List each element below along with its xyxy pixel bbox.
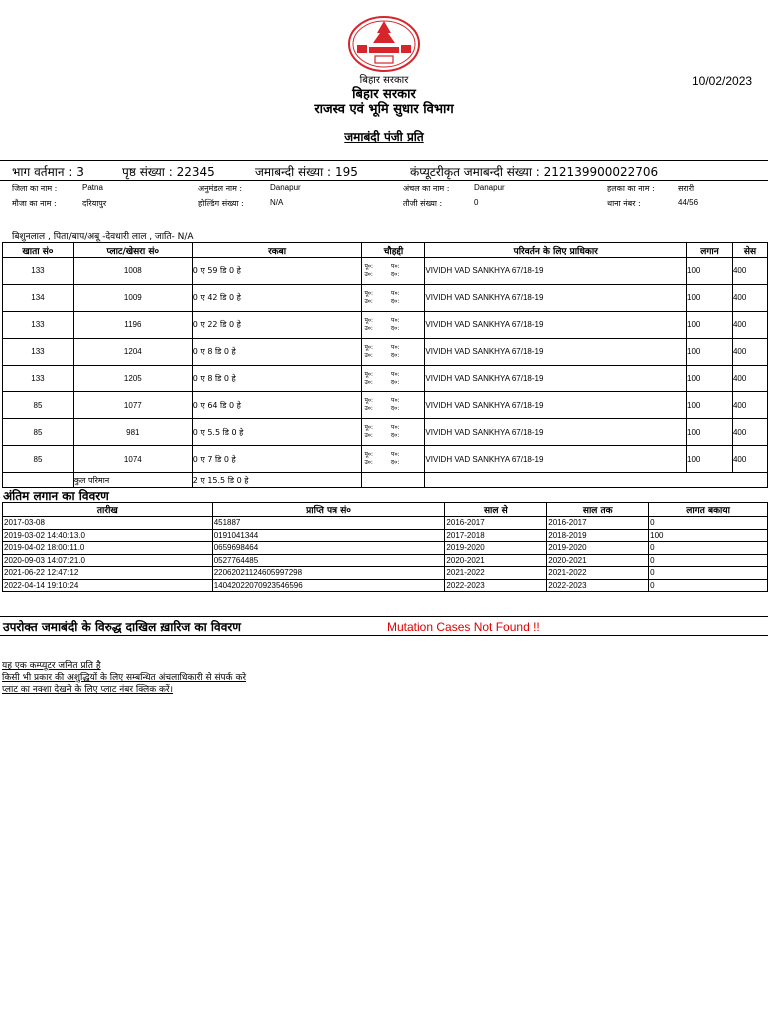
bhag-field: भाग वर्तमान : 3 xyxy=(12,165,84,179)
dir-up: उ०: xyxy=(364,270,373,278)
dir-south: द०: xyxy=(390,297,400,305)
authority-cell: VIVIDH VAD SANKHYA 67/18-19 xyxy=(425,392,687,419)
dir-west: प०: xyxy=(391,451,400,459)
table-row xyxy=(3,284,768,311)
divider xyxy=(0,635,768,636)
receipt-cell: 451887 xyxy=(212,517,445,530)
plot-cell[interactable]: 1008 xyxy=(73,258,192,285)
date-cell: 2017-03-08 xyxy=(3,517,213,530)
lagan-cell: 100 xyxy=(687,365,733,392)
plot-cell[interactable]: 1074 xyxy=(73,446,192,473)
computerized-jamabandi-field: कंप्यूटरीकृत जमाबन्दी संख्या : 212139900022706 xyxy=(410,165,659,179)
authority-cell: VIVIDH VAD SANKHYA 67/18-19 xyxy=(425,365,687,392)
dir-west: प०: xyxy=(391,424,400,432)
lagan-cell: 100 xyxy=(687,446,733,473)
mauja-value: दरियापुर xyxy=(82,199,107,208)
year-from-cell: 2017-2018 xyxy=(445,529,547,542)
anumandal-label: अनुमंडल नाम : xyxy=(198,184,243,193)
dir-up: उ०: xyxy=(364,297,373,305)
date-cell: 2022-04-14 19:10:24 xyxy=(3,579,213,592)
dir-west: प०: xyxy=(391,370,400,378)
total-row xyxy=(3,473,768,488)
chauhaddi-cell xyxy=(362,258,425,285)
total-label: कुल परिमान xyxy=(73,473,192,488)
lagan-row xyxy=(3,529,768,542)
date-cell: 2020-09-03 14:07:21.0 xyxy=(3,554,213,567)
receipt-cell: 22062021124605997298 xyxy=(212,567,445,580)
ses-cell: 400 xyxy=(732,392,767,419)
col-year-from: साल से xyxy=(445,503,547,517)
chauhaddi-cell xyxy=(362,311,425,338)
year-to-cell: 2021-2022 xyxy=(547,567,649,580)
rakba-cell: 0 ए 8 डि 0 हे xyxy=(192,365,362,392)
authority-cell: VIVIDH VAD SANKHYA 67/18-19 xyxy=(425,419,687,446)
lagan-row xyxy=(3,554,768,567)
lagan-table xyxy=(2,502,768,592)
ses-cell: 400 xyxy=(732,419,767,446)
year-to-cell: 2020-2021 xyxy=(547,554,649,567)
chauhaddi-cell xyxy=(362,392,425,419)
col-khata: खाता सं० xyxy=(3,243,74,258)
col-chauhaddi: चौहद्दी xyxy=(362,243,425,258)
table-row xyxy=(3,338,768,365)
authority-cell: VIVIDH VAD SANKHYA 67/18-19 xyxy=(425,284,687,311)
col-receipt: प्राप्ति पत्र सं० xyxy=(212,503,445,517)
ses-cell: 400 xyxy=(732,284,767,311)
table-row xyxy=(3,311,768,338)
col-year-to: साल तक xyxy=(547,503,649,517)
dir-west: प०: xyxy=(391,289,400,297)
khata-cell: 85 xyxy=(3,446,74,473)
dir-north: पू०: xyxy=(364,262,374,270)
plot-cell[interactable]: 1204 xyxy=(73,338,192,365)
dir-north: पू०: xyxy=(364,289,374,297)
note-map-link[interactable]: प्लाट का नक्शा देखने के लिए प्लाट नंबर क्लिक करें। xyxy=(2,685,174,695)
dir-west: प०: xyxy=(391,262,400,270)
year-from-cell: 2020-2021 xyxy=(445,554,547,567)
khata-cell: 133 xyxy=(3,338,74,365)
dir-south: द०: xyxy=(390,405,400,413)
khata-cell: 133 xyxy=(3,258,74,285)
khata-cell: 134 xyxy=(3,284,74,311)
tauji-value: 0 xyxy=(474,198,479,207)
khata-cell: 85 xyxy=(3,392,74,419)
note-contact-officer: किसी भी प्रकार की अशुद्धियों के लिए सम्बन्धित अंचलाधिकारी से संपर्क करे xyxy=(2,673,247,683)
ses-cell: 400 xyxy=(732,338,767,365)
table-row xyxy=(3,392,768,419)
year-to-cell: 2018-2019 xyxy=(547,529,649,542)
lagan-row xyxy=(3,579,768,592)
dir-up: उ०: xyxy=(364,378,373,386)
col-plot: प्लाट/खेसरा सं० xyxy=(73,243,192,258)
table-row xyxy=(3,258,768,285)
dir-north: पू०: xyxy=(364,451,374,459)
arrears-cell: 100 xyxy=(649,529,768,542)
arrears-cell: 0 xyxy=(649,554,768,567)
dir-west: प०: xyxy=(391,316,400,324)
rakba-cell: 0 ए 8 डि 0 हे xyxy=(192,338,362,365)
dir-up: उ०: xyxy=(364,432,373,440)
lagan-row xyxy=(3,542,768,555)
mutation-message: Mutation Cases Not Found !! xyxy=(387,620,540,634)
rakba-cell: 0 ए 22 डि 0 हे xyxy=(192,311,362,338)
dir-north: पू०: xyxy=(364,343,374,351)
dir-west: प०: xyxy=(391,343,400,351)
plot-cell[interactable]: 1196 xyxy=(73,311,192,338)
anchal-label: अंचल का नाम : xyxy=(403,184,450,193)
holding-label: होल्डिंग संख्या : xyxy=(198,199,244,208)
zila-value: Patna xyxy=(82,183,103,192)
thana-label: थाना नंबर : xyxy=(607,199,641,208)
rakba-cell: 0 ए 5.5 डि 0 हे xyxy=(192,419,362,446)
lagan-header-row xyxy=(3,503,768,517)
rakba-cell: 0 ए 59 डि 0 हे xyxy=(192,258,362,285)
year-from-cell: 2022-2023 xyxy=(445,579,547,592)
date-cell: 2019-04-02 18:00:11.0 xyxy=(3,542,213,555)
authority-cell: VIVIDH VAD SANKHYA 67/18-19 xyxy=(425,446,687,473)
dir-south: द०: xyxy=(390,351,400,359)
authority-cell: VIVIDH VAD SANKHYA 67/18-19 xyxy=(425,338,687,365)
lagan-cell: 100 xyxy=(687,392,733,419)
dir-north: पू०: xyxy=(364,316,374,324)
khata-cell: 133 xyxy=(3,311,74,338)
dir-north: पू०: xyxy=(364,370,374,378)
divider xyxy=(0,160,768,161)
year-to-cell: 2022-2023 xyxy=(547,579,649,592)
divider xyxy=(0,616,768,617)
receipt-cell: 14042022070923546596 xyxy=(212,579,445,592)
thana-value: 44/56 xyxy=(678,198,699,207)
total-empty-cell xyxy=(3,473,74,488)
table-row xyxy=(3,419,768,446)
plot-cell[interactable]: 1009 xyxy=(73,284,192,311)
halka-label: हलका का नाम : xyxy=(607,184,655,193)
year-from-cell: 2016-2017 xyxy=(445,517,547,530)
zila-label: जिला का नाम : xyxy=(12,184,58,193)
col-arrears: लागत बकाया xyxy=(649,503,768,517)
year-from-cell: 2021-2022 xyxy=(445,567,547,580)
col-rakba: रकबा xyxy=(192,243,362,258)
table-row xyxy=(3,365,768,392)
total-value: 2 ए 15.5 डि 0 हे xyxy=(192,473,362,488)
chauhaddi-cell xyxy=(362,446,425,473)
year-to-cell: 2016-2017 xyxy=(547,517,649,530)
dir-up: उ०: xyxy=(364,324,373,332)
lagan-section-title: अंतिम लगान का विवरण xyxy=(3,489,109,503)
table-row xyxy=(3,446,768,473)
date-cell: 2019-03-02 14:40:13.0 xyxy=(3,529,213,542)
year-from-cell: 2019-2020 xyxy=(445,542,547,555)
lagan-cell: 100 xyxy=(687,338,733,365)
raiyat-name: बिशुनलाल , पिता/बाप/अबू -देवधारी लाल , जाति- N/A xyxy=(12,232,194,242)
prishth-field: पृष्ठ संख्या : 22345 xyxy=(122,165,215,179)
page-title: जमाबंदी पंजी प्रति xyxy=(344,130,424,144)
dir-north: पू०: xyxy=(364,397,374,405)
date-cell: 2021-06-22 12:47:12 xyxy=(3,567,213,580)
tauji-label: तौजी संख्या : xyxy=(403,199,443,208)
ses-cell: 400 xyxy=(732,258,767,285)
rakba-cell: 0 ए 42 डि 0 हे xyxy=(192,284,362,311)
authority-cell: VIVIDH VAD SANKHYA 67/18-19 xyxy=(425,258,687,285)
plot-cell[interactable]: 1205 xyxy=(73,365,192,392)
dir-west: प०: xyxy=(391,397,400,405)
chauhaddi-cell xyxy=(362,338,425,365)
dir-up: उ०: xyxy=(364,459,373,467)
dir-south: द०: xyxy=(390,459,400,467)
dir-north: पू०: xyxy=(364,424,374,432)
col-authority: परिवर्तन के लिए प्राधिकार xyxy=(425,243,687,258)
arrears-cell: 0 xyxy=(649,542,768,555)
note-computer-generated: यह एक कम्प्यूटर जनित प्रति है xyxy=(2,661,101,671)
mauja-label: मौजा का नाम : xyxy=(12,199,57,208)
rakba-cell: 0 ए 64 डि 0 हे xyxy=(192,392,362,419)
ses-cell: 400 xyxy=(732,365,767,392)
total-empty-cell xyxy=(425,473,768,488)
receipt-cell: 0659698464 xyxy=(212,542,445,555)
lagan-cell: 100 xyxy=(687,419,733,446)
authority-cell: VIVIDH VAD SANKHYA 67/18-19 xyxy=(425,311,687,338)
dir-south: द०: xyxy=(390,270,400,278)
bihar-emblem-icon xyxy=(347,15,421,75)
arrears-cell: 0 xyxy=(649,567,768,580)
header-govt: बिहार सरकार xyxy=(352,87,416,102)
plot-cell[interactable]: 1077 xyxy=(73,392,192,419)
khata-cell: 133 xyxy=(3,365,74,392)
jamabandi-field: जमाबन्दी संख्या : 195 xyxy=(255,165,358,179)
col-ses: सेस xyxy=(732,243,767,258)
header-department: राजस्व एवं भूमि सुधार विभाग xyxy=(314,102,454,117)
year-to-cell: 2019-2020 xyxy=(547,542,649,555)
dir-south: द०: xyxy=(390,324,400,332)
col-lagan: लगान xyxy=(687,243,733,258)
chauhaddi-cell xyxy=(362,284,425,311)
land-table xyxy=(2,242,768,488)
header-govt-small: बिहार सरकार xyxy=(359,75,409,86)
lagan-cell: 100 xyxy=(687,258,733,285)
holding-value: N/A xyxy=(270,198,284,207)
dir-south: द०: xyxy=(390,378,400,386)
lagan-row xyxy=(3,517,768,530)
receipt-cell: 0527764485 xyxy=(212,554,445,567)
receipt-cell: 0191041344 xyxy=(212,529,445,542)
lagan-row xyxy=(3,567,768,580)
khata-cell: 85 xyxy=(3,419,74,446)
lagan-cell: 100 xyxy=(687,284,733,311)
ses-cell: 400 xyxy=(732,311,767,338)
divider xyxy=(0,180,768,181)
anchal-value: Danapur xyxy=(474,183,505,192)
dir-south: द०: xyxy=(390,432,400,440)
arrears-cell: 0 xyxy=(649,517,768,530)
chauhaddi-cell xyxy=(362,365,425,392)
dir-up: उ०: xyxy=(364,405,373,413)
dir-up: उ०: xyxy=(364,351,373,359)
chauhaddi-cell xyxy=(362,419,425,446)
lagan-cell: 100 xyxy=(687,311,733,338)
arrears-cell: 0 xyxy=(649,579,768,592)
plot-cell[interactable]: 981 xyxy=(73,419,192,446)
halka-value: सरारी xyxy=(678,184,695,193)
table-header-row xyxy=(3,243,768,258)
print-date: 10/02/2023 xyxy=(692,74,753,88)
total-empty-cell xyxy=(362,473,425,488)
rakba-cell: 0 ए 7 डि 0 हे xyxy=(192,446,362,473)
mutation-title: उपरोक्त जमाबंदी के विरुद्ध दाखिल ख़ारिज का विवरण xyxy=(3,620,241,634)
ses-cell: 400 xyxy=(732,446,767,473)
anumandal-value: Danapur xyxy=(270,183,301,192)
col-date: तारीख xyxy=(3,503,213,517)
